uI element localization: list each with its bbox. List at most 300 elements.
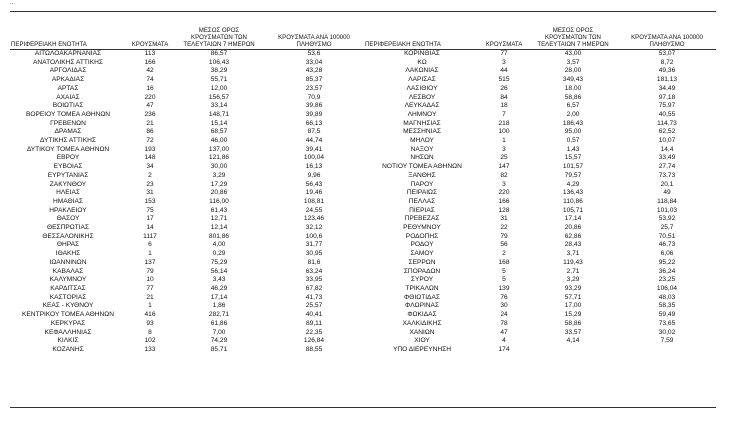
header-avg7 xyxy=(174,27,264,50)
cases-count: 84 xyxy=(500,93,508,101)
table-row xyxy=(10,224,716,233)
avg-7-days: 17,14 xyxy=(210,293,228,301)
region-name: ΔΥΤΙΚΗΣ ΑΤΤΙΚΗΣ xyxy=(40,137,96,145)
avg-7-days: 58,86 xyxy=(564,93,582,101)
cases-per-100k: 123,46 xyxy=(303,215,325,223)
cases-per-100k: 40,55 xyxy=(658,110,676,118)
region-name: ΚΑΣΤΟΡΙΑΣ xyxy=(49,293,87,301)
avg-7-days: 15,29 xyxy=(564,311,582,319)
cases-per-100k: 88,55 xyxy=(305,345,323,353)
region-name: ΗΜΑΘΙΑΣ xyxy=(53,197,83,205)
avg-7-days: 28,00 xyxy=(564,67,582,75)
avg-7-days: 17,29 xyxy=(210,180,228,188)
avg-7-days: 148,71 xyxy=(208,110,230,118)
table-row xyxy=(10,250,716,259)
region-name: ΕΥΡΥΤΑΝΙΑΣ xyxy=(47,171,89,179)
cases-count: 79 xyxy=(146,267,154,275)
cases-count: 174 xyxy=(498,345,510,353)
cases-count: 75 xyxy=(146,206,154,214)
avg-7-days: 62,86 xyxy=(564,232,582,240)
avg-7-days: 116,00 xyxy=(209,197,229,205)
cases-per-100k: 34,49 xyxy=(658,84,676,92)
cases-per-100k: 8,72 xyxy=(660,58,674,66)
cases-per-100k: 41,73 xyxy=(305,293,323,301)
table-row xyxy=(10,102,716,111)
region-name: ΡΕΘΥΜΝΟΥ xyxy=(403,224,441,232)
region-name: ΘΗΡΑΣ xyxy=(56,241,80,249)
region-name: ΠΡΕΒΕΖΑΣ xyxy=(404,215,440,223)
cases-per-100k: 73,65 xyxy=(658,319,676,327)
cases-count: 78 xyxy=(500,319,508,327)
region-name: ΒΟΙΩΤΙΑΣ xyxy=(52,102,84,110)
cases-per-100k: 19,46 xyxy=(305,189,323,197)
table-row xyxy=(10,268,716,277)
header-per100k xyxy=(264,27,364,50)
cases-count: 193 xyxy=(144,145,156,153)
table-row xyxy=(10,311,716,320)
cases-count: 34 xyxy=(146,163,154,171)
region-name: ΘΑΣΟΥ xyxy=(56,215,80,223)
avg-7-days: 33,57 xyxy=(564,328,582,336)
cases-per-100k: 114,73 xyxy=(657,119,677,127)
avg-7-days: 101,57 xyxy=(562,163,584,171)
bottom-rule xyxy=(10,407,716,408)
avg-7-days: 95,00 xyxy=(564,128,582,136)
region-name: ΗΡΑΚΛΕΙΟΥ xyxy=(49,206,87,214)
avg-7-days: 121,86 xyxy=(208,154,230,162)
cases-count: 2 xyxy=(502,250,506,258)
cases-count: 1117 xyxy=(143,232,157,240)
region-name: ΑΝΑΤΟΛΙΚΗΣ ΑΤΤΙΚΗΣ xyxy=(33,58,103,66)
avg-7-days: 7,00 xyxy=(212,328,226,336)
region-name: ΛΑΡΙΣΑΣ xyxy=(408,76,436,84)
cases-count: 3 xyxy=(502,180,506,188)
region-name: ΒΟΡΕΙΟΥ ΤΟΜΕΑ ΑΘΗΝΩΝ xyxy=(25,110,111,118)
region-name: ΚΟΡΙΝΘΙΑΣ xyxy=(404,50,440,57)
cases-per-100k: 66,13 xyxy=(305,119,323,127)
cases-per-100k: 46,73 xyxy=(658,241,676,249)
avg-7-days: 137,00 xyxy=(208,145,230,153)
table-row xyxy=(10,50,716,59)
cases-count: 6 xyxy=(148,241,152,249)
cases-count: 166 xyxy=(144,58,156,66)
cases-per-100k: 43,28 xyxy=(305,67,323,75)
cases-per-100k: 101,03 xyxy=(656,206,678,214)
region-name: ΜΑΓΝΗΣΙΑΣ xyxy=(403,119,441,127)
cases-per-100k xyxy=(618,346,716,355)
cases-count: 416 xyxy=(144,311,156,319)
avg-7-days: 349,43 xyxy=(562,76,584,84)
avg-7-days: 18,00 xyxy=(564,84,582,92)
header-avg7-line: ΜΕΣΟΣ ΟΡΟΣ xyxy=(552,27,594,34)
header-avg7-line: ΚΡΟΥΣΜΑΤΩΝ ΤΩΝ xyxy=(191,34,247,41)
cases-per-100k: 23,25 xyxy=(658,276,676,284)
avg-7-days: 46,00 xyxy=(210,137,228,145)
table-header-row xyxy=(10,27,716,50)
avg-7-days: 86,57 xyxy=(210,50,228,57)
cases-per-100k: 30,95 xyxy=(305,250,323,258)
table-row xyxy=(10,294,716,303)
avg-7-days: 1,43 xyxy=(566,145,580,153)
cases-per-100k: 22,35 xyxy=(305,328,323,336)
header-region: ΠΕΡΙΦΕΡΕΙΑΚΗ ΕΝΟΤΗΤΑ xyxy=(11,41,87,48)
table-row xyxy=(10,233,716,242)
avg-7-days: 12,71 xyxy=(210,215,228,223)
region-name: ΜΕΣΣΗΝΙΑΣ xyxy=(403,128,441,136)
cases-count: 8 xyxy=(148,328,152,336)
table-row xyxy=(10,320,716,329)
avg-7-days: 33,14 xyxy=(210,102,228,110)
cases-count: 22 xyxy=(500,224,508,232)
cases-count: 21 xyxy=(146,293,154,301)
header-per100k-line: ΠΛΗΘΥΣΜΟ xyxy=(296,41,332,48)
cases-count: 82 xyxy=(500,171,508,179)
cases-per-100k: 14,4 xyxy=(660,145,674,153)
cases-count: 7 xyxy=(502,110,506,118)
header-avg7-line: ΜΕΣΟΣ ΟΡΟΣ xyxy=(198,27,240,34)
avg-7-days: 12,00 xyxy=(210,84,228,92)
cases-per-100k: 62,52 xyxy=(658,128,676,136)
region-name: ΦΩΚΙΔΑΣ xyxy=(407,311,437,319)
table-row xyxy=(10,67,716,76)
cases-count: 31 xyxy=(146,189,154,197)
region-name: ΖΑΚΥΝΘΟΥ xyxy=(49,180,87,188)
cases-per-100k: 39,41 xyxy=(305,145,323,153)
avg-7-days: 46,29 xyxy=(210,284,228,292)
region-name: ΣΠΟΡΑΔΩΝ xyxy=(403,267,441,275)
cases-count: 16 xyxy=(146,84,154,92)
avg-7-days: 75,29 xyxy=(210,258,228,266)
cases-per-100k: 70,51 xyxy=(658,232,676,240)
cases-per-100k: 106,04 xyxy=(656,284,678,292)
header-per100k xyxy=(618,27,716,50)
cases-per-100k: 56,43 xyxy=(305,180,323,188)
cases-count: 26 xyxy=(500,84,508,92)
cases-per-100k: 20,1 xyxy=(660,180,674,188)
cases-count: 1 xyxy=(148,302,152,310)
avg-7-days: 43,00 xyxy=(564,50,582,57)
cases-count: 21 xyxy=(146,119,154,127)
cases-per-100k: 49 xyxy=(663,189,671,197)
cases-count: 10 xyxy=(146,276,154,284)
cases-count: 3 xyxy=(502,58,506,66)
cases-count: 74 xyxy=(146,76,154,84)
cases-count: 102 xyxy=(144,337,156,345)
avg-7-days: 30,00 xyxy=(210,163,228,171)
avg-7-days: 12,14 xyxy=(210,224,228,232)
avg-7-days: 57,71 xyxy=(564,293,582,301)
table-row xyxy=(10,276,716,285)
cases-per-100k: 63,24 xyxy=(305,267,323,275)
cases-per-100k: 39,86 xyxy=(305,102,323,110)
header-per100k-line: ΚΡΟΥΣΜΑΤΑ ΑΝΑ 100000 xyxy=(631,34,703,41)
avg-7-days: 2,71 xyxy=(566,267,580,275)
table-row xyxy=(10,111,716,120)
region-name: ΦΘΙΩΤΙΔΑΣ xyxy=(404,293,440,301)
region-name: ΑΡΓΟΛΙΔΑΣ xyxy=(49,67,87,75)
avg-7-days: 156,57 xyxy=(208,93,230,101)
avg-7-days: 93,29 xyxy=(564,284,582,292)
header-avg7-line: ΤΕΛΕΥΤΑΙΩΝ 7 ΗΜΕΡΩΝ xyxy=(183,41,255,48)
cases-per-100k: 10,07 xyxy=(658,137,676,145)
avg-7-days: 186,43 xyxy=(562,119,584,127)
avg-7-days: 136,43 xyxy=(562,189,584,197)
avg-7-days: 28,43 xyxy=(564,241,582,249)
table-row xyxy=(10,146,716,155)
avg-7-days: 61,86 xyxy=(210,319,228,327)
region-name: ΚΕΑΣ - ΚΥΘΝΟΥ xyxy=(42,302,94,310)
cases-count: 220 xyxy=(144,93,156,101)
cases-per-100k: 16,13 xyxy=(305,163,323,171)
cases-per-100k: 40,41 xyxy=(305,311,323,319)
table-row xyxy=(10,189,716,198)
cases-per-100k: 31,77 xyxy=(305,241,323,249)
cases-count: 220 xyxy=(498,189,510,197)
region-name: ΘΕΣΣΑΛΟΝΙΚΗΣ xyxy=(42,232,94,240)
region-name: ΠΕΛΛΑΣ xyxy=(408,197,436,205)
cases-count: 148 xyxy=(144,154,156,162)
table-row xyxy=(10,259,716,268)
cases-count: 5 xyxy=(502,276,506,284)
table-row xyxy=(10,172,716,181)
avg-7-days: 3,29 xyxy=(212,171,226,179)
header-cases: ΚΡΟΥΣΜΑΤΑ xyxy=(485,41,523,48)
cases-count: 14 xyxy=(146,224,154,232)
cases-count: 4 xyxy=(502,337,506,345)
cases-per-100k: 73,73 xyxy=(658,171,676,179)
region-name: ΚΕΡΚΥΡΑΣ xyxy=(50,319,86,327)
cases-per-100k: 87,5 xyxy=(307,128,321,136)
region-name: ΙΘΑΚΗΣ xyxy=(55,250,81,258)
cases-count: 168 xyxy=(498,258,510,266)
cases-per-100k: 25,57 xyxy=(305,302,323,310)
region-name: ΠΕΙΡΑΙΩΣ xyxy=(406,189,438,197)
region-name: ΓΡΕΒΕΝΩΝ xyxy=(50,119,86,127)
cases-per-100k: 30,02 xyxy=(658,328,676,336)
avg-7-days: 0,57 xyxy=(566,137,580,145)
cases-count: 236 xyxy=(144,110,156,118)
header-cases: ΚΡΟΥΣΜΑΤΑ xyxy=(131,41,169,48)
table-row xyxy=(10,198,716,207)
header-avg7-line: ΤΕΛΕΥΤΑΙΩΝ 7 ΗΜΕΡΩΝ xyxy=(537,41,609,48)
avg-7-days: 55,71 xyxy=(210,76,228,84)
cases-count: 42 xyxy=(146,67,154,75)
avg-7-days: 3,57 xyxy=(566,58,580,66)
cases-count: 30 xyxy=(500,302,508,310)
cases-per-100k: 181,13 xyxy=(656,76,678,84)
cases-per-100k: 24,55 xyxy=(305,206,323,214)
region-name: ΠΙΕΡΙΑΣ xyxy=(409,206,435,214)
cases-per-100k: 33,95 xyxy=(305,276,323,284)
table-row xyxy=(10,128,716,137)
avg-7-days: 282,71 xyxy=(208,311,230,319)
top-rule xyxy=(10,11,716,12)
avg-7-days: 20,86 xyxy=(210,189,228,197)
region-name: ΣΑΜΟΥ xyxy=(410,250,434,258)
avg-7-days: 85,71 xyxy=(210,345,228,353)
cases-count: 47 xyxy=(500,328,508,336)
region-name: ΔΥΤΙΚΟΥ ΤΟΜΕΑ ΑΘΗΝΩΝ xyxy=(26,145,110,153)
header-avg7-line: ΚΡΟΥΣΜΑΤΩΝ ΤΩΝ xyxy=(545,34,601,41)
cases-per-100k: 53,6 xyxy=(307,50,321,57)
cases-count: 2 xyxy=(148,171,152,179)
header-per100k-line: ΚΡΟΥΣΜΑΤΑ ΑΝΑ 100000 xyxy=(278,34,350,41)
region-name: ΚΑΛΥΜΝΟΥ xyxy=(49,276,87,284)
avg-7-days: 106,43 xyxy=(208,58,230,66)
avg-7-days: 4,00 xyxy=(212,241,226,249)
cases-per-100k: 97,18 xyxy=(658,93,676,101)
cases-count: 56 xyxy=(500,241,508,249)
avg-7-days xyxy=(528,346,618,355)
table-row xyxy=(10,241,716,250)
region-name: ΕΒΡΟΥ xyxy=(56,154,80,162)
cases-per-100k: 70,9 xyxy=(307,93,321,101)
cases-count: 23 xyxy=(146,180,154,188)
header-avg7 xyxy=(528,27,618,50)
table-row xyxy=(10,85,716,94)
cases-count: 77 xyxy=(146,284,154,292)
cases-per-100k: 85,37 xyxy=(305,76,323,84)
cases-per-100k: 108,81 xyxy=(303,197,325,205)
cases-count: 137 xyxy=(144,258,156,266)
cases-per-100k: 33,49 xyxy=(658,154,676,162)
cases-per-100k: 27,74 xyxy=(658,163,676,171)
region-name: ΚΙΛΚΙΣ xyxy=(57,337,79,345)
region-name: ΡΟΔΟΠΗΣ xyxy=(405,232,439,240)
avg-7-days: 0,29 xyxy=(212,250,226,258)
table-row xyxy=(10,207,716,216)
region-name: ΡΟΔΟΥ xyxy=(410,241,434,249)
cases-count: 515 xyxy=(498,76,510,84)
cases-per-100k: 53,07 xyxy=(658,50,676,57)
region-name: ΝΗΣΩΝ xyxy=(410,154,434,162)
cases-count: 166 xyxy=(498,197,510,205)
cases-count: 5 xyxy=(502,267,506,275)
region-name: ΕΥΒΟΙΑΣ xyxy=(53,163,83,171)
region-name: ΛΕΥΚΑΔΑΣ xyxy=(404,102,440,110)
region-name: ΔΡΑΜΑΣ xyxy=(54,128,82,136)
cases-per-100k: 95,22 xyxy=(658,258,676,266)
cases-per-100k: 81,6 xyxy=(307,258,321,266)
avg-7-days: 2,00 xyxy=(566,110,580,118)
table-row xyxy=(10,94,716,103)
cases-count: 17 xyxy=(146,215,154,223)
cases-count: 18 xyxy=(500,102,508,110)
table-row xyxy=(10,163,716,172)
cases-count: 100 xyxy=(498,128,510,136)
cases-count: 44 xyxy=(500,67,508,75)
page-top-text: ... xyxy=(10,0,16,6)
cases-count: 72 xyxy=(146,137,154,145)
cases-per-100k: 25,7 xyxy=(660,224,674,232)
region-name: ΧΑΛΚΙΔΙΚΗΣ xyxy=(402,319,442,327)
cases-count: 218 xyxy=(498,119,510,127)
avg-7-days: 1,86 xyxy=(212,302,226,310)
avg-7-days: 119,43 xyxy=(563,258,583,266)
region-name: ΚΕΦΑΛΛΗΝΙΑΣ xyxy=(44,328,92,336)
avg-7-days: 4,14 xyxy=(566,337,580,345)
avg-7-days: 20,86 xyxy=(564,224,582,232)
region-name: ΝΟΤΙΟΥ ΤΟΜΕΑ ΑΘΗΝΩΝ xyxy=(382,163,462,171)
cases-per-100k: 67,82 xyxy=(305,284,323,292)
region-name: ΑΡΤΑΣ xyxy=(57,84,79,92)
avg-7-days: 110,86 xyxy=(563,197,583,205)
table-row xyxy=(10,59,716,68)
region-name: ΚΑΒΑΛΑΣ xyxy=(52,267,84,275)
region-name: ΑΙΤΩΛΟΑΚΑΡΝΑΝΙΑΣ xyxy=(34,50,102,57)
cases-per-100k: 6,06 xyxy=(660,250,674,258)
cases-count: 153 xyxy=(144,197,156,205)
region-name: ΞΑΝΘΗΣ xyxy=(408,171,436,179)
cases-count: 133 xyxy=(144,345,156,353)
cases-per-100k: 126,84 xyxy=(303,337,325,345)
avg-7-days: 15,14 xyxy=(210,119,228,127)
region-name: ΠΑΡΟΥ xyxy=(410,180,434,188)
cases-count: 1 xyxy=(502,137,506,145)
region-name: ΚΕΝΤΡΙΚΟΥ ΤΟΜΕΑ ΑΘΗΝΩΝ xyxy=(22,311,114,319)
region-name: ΜΗΛΟΥ xyxy=(410,137,434,145)
table-row xyxy=(10,285,716,294)
regional-cases-table xyxy=(10,27,716,355)
cases-count: 86 xyxy=(146,128,154,136)
region-name: ΚΑΡΔΙΤΣΑΣ xyxy=(50,284,86,292)
cases-count: 93 xyxy=(146,319,154,327)
table-row xyxy=(10,76,716,85)
cases-per-100k: 59,49 xyxy=(658,311,676,319)
cases-count: 3 xyxy=(502,145,506,153)
region-name: ΧΙΟΥ xyxy=(414,337,430,345)
region-name: ΣΕΡΡΩΝ xyxy=(408,258,436,266)
cases-per-100k: 100,04 xyxy=(303,154,325,162)
cases-per-100k: 32,12 xyxy=(305,224,323,232)
avg-7-days: 15,57 xyxy=(564,154,582,162)
region-name: ΛΗΜΝΟΥ xyxy=(407,110,437,118)
region-name: ΛΑΣΙΘΙΟΥ xyxy=(406,84,438,92)
table-row xyxy=(10,302,716,311)
region-name: ΝΑΞΟΥ xyxy=(410,145,434,153)
region-name: ΣΥΡΟΥ xyxy=(410,276,434,284)
region-name: ΧΑΝΙΩΝ xyxy=(409,328,435,336)
region-name: ΚΟΖΑΝΗΣ xyxy=(52,345,84,353)
avg-7-days: 68,57 xyxy=(210,128,228,136)
cases-count: 128 xyxy=(498,206,510,214)
cases-count: 113 xyxy=(144,50,156,57)
cases-count: 77 xyxy=(500,50,508,57)
avg-7-days: 6,57 xyxy=(566,102,580,110)
cases-per-100k: 75,97 xyxy=(658,102,676,110)
avg-7-days: 17,00 xyxy=(564,302,582,310)
cases-count: 76 xyxy=(500,293,508,301)
cases-per-100k: 33,04 xyxy=(305,58,323,66)
cases-count: 24 xyxy=(500,311,508,319)
region-name: ΗΛΕΙΑΣ xyxy=(56,189,80,197)
region-name: ΛΑΚΩΝΙΑΣ xyxy=(405,67,439,75)
avg-7-days: 74,29 xyxy=(210,337,228,345)
region-name: ΥΠΟ ΔΙΕΡΕΥΝΗΣΗ xyxy=(393,345,451,353)
cases-per-100k: 100,6 xyxy=(305,232,323,240)
region-name: ΑΧΑΪΑΣ xyxy=(56,93,80,101)
avg-7-days: 3,71 xyxy=(566,250,580,258)
avg-7-days: 79,57 xyxy=(564,171,582,179)
cases-per-100k: 36,24 xyxy=(658,267,676,275)
avg-7-days: 56,14 xyxy=(210,267,228,275)
region-name: ΚΩ xyxy=(417,58,427,66)
region-name: ΙΩΑΝΝΙΝΩΝ xyxy=(49,258,87,266)
table-row xyxy=(10,120,716,129)
region-name: ΘΕΣΠΡΩΤΙΑΣ xyxy=(46,224,90,232)
cases-count: 47 xyxy=(146,102,154,110)
table-row xyxy=(10,337,716,346)
